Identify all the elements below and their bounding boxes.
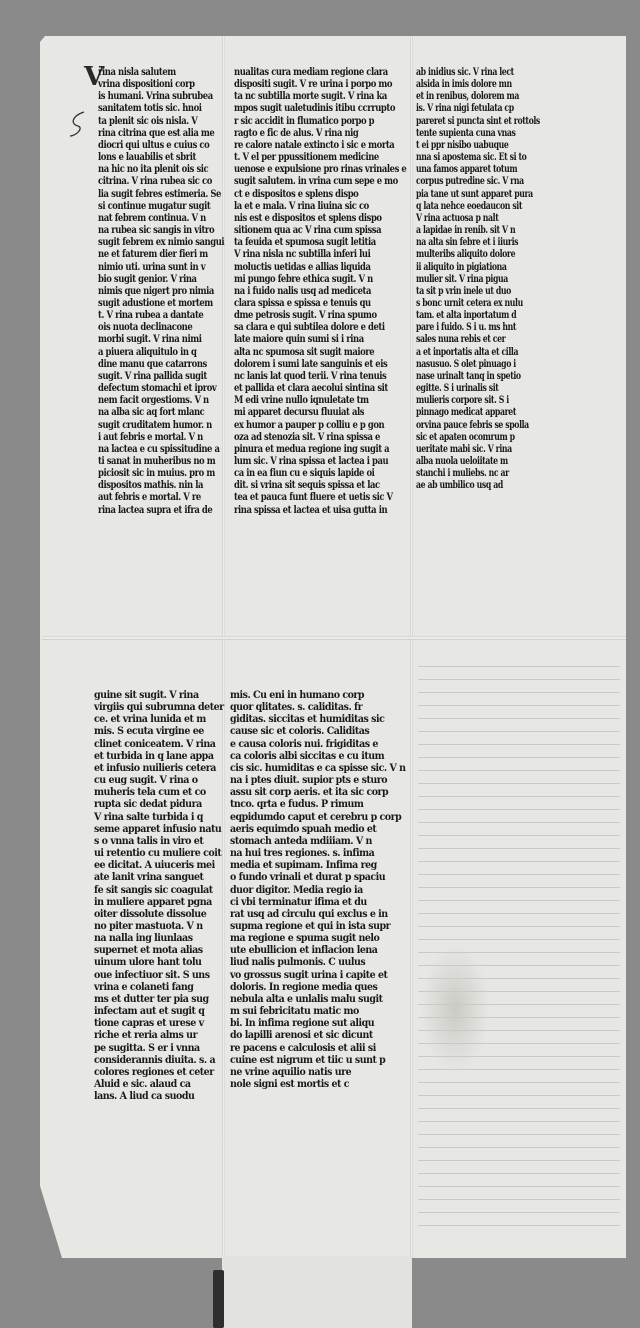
manuscript-line: mis. Cu eni in humano corp [230,689,365,701]
ruled-line [418,1017,620,1018]
manuscript-line: multeribs aliquito dolore [416,248,516,261]
ruled-line [418,1030,620,1031]
ruled-line [418,939,620,940]
ruled-line [418,1173,620,1174]
manuscript-line: na hic no ita plenit ois sic [98,163,209,176]
ruled-line [418,952,620,953]
manuscript-line: colores regiones et ceter [94,1065,214,1078]
manuscript-line: ois nuota declinacone [98,321,193,334]
manuscript-line: liud nalis pulmonis. C uulus [230,956,366,969]
ruled-line [418,835,620,836]
manuscript-line: lons e lauabilis et sbrit [98,151,196,164]
manuscript-line: a lapidae in renib. sit V n [416,224,516,237]
fold-line-right [410,36,413,1258]
manuscript-line: dolorem i sumi late sanguinis et eis [234,357,388,370]
manuscript-line: mulier sit. V rina pigua [416,272,508,285]
manuscript-line: diocri qui ultus e cuius co [98,138,210,151]
manuscript-line: aeris equimdo spuah medio et [230,822,377,835]
manuscript-line: e causa coloris nui. frigiditas e [230,737,378,750]
manuscript-line: bi. In infima regione sut aliqu [230,1017,375,1030]
manuscript-line: nimis que nigert pro nimia [98,284,214,297]
manuscript-line: fe sit sangis sic coagulat [94,883,213,896]
manuscript-line: tam. et alta inportatum d [416,309,517,322]
ruled-line [418,1121,620,1122]
ruled-line [418,744,620,745]
manuscript-line: ne et faturem dier fieri m [98,248,208,261]
manuscript-line: pinnago medicat apparet [416,406,517,419]
manuscript-line: clara spissa e spissa e tenuis qu [234,296,371,309]
initial-flourish-icon [66,110,88,140]
manuscript-line: nem facit orgestioms. V n [98,394,209,407]
manuscript-line: citrina. V rina rubea sic co [98,175,212,188]
manuscript-line: mpos sugit ualetudinis itibu ccrrupto [234,102,396,115]
manuscript-line: nualitas cura mediam regione clara [234,66,388,78]
manuscript-line: sitionem qua ac V rina cum spissa [234,224,382,237]
manuscript-line: sugit adustione et mortem [98,296,213,309]
manuscript-line: aut febris e mortal. V re [98,491,201,504]
manuscript-line: moluctis uetidas e allias liquida [234,260,371,273]
ruled-line [418,718,620,719]
manuscript-line: si continue mugatur sugit [98,199,211,212]
manuscript-line: duor digitor. Media regio ia [230,883,363,896]
manuscript-line: stanchi i muliebs. nc ar [416,467,509,480]
manuscript-line: virgiis qui subrumna deter [94,701,224,714]
manuscript-line: ate lanit vrina sanguet [94,871,204,884]
manuscript-line: lans. A liud ca suodu [94,1090,195,1103]
manuscript-line: pare i fuido. S i u. ms hnt [416,321,517,334]
manuscript-line: ta nc subtilla morte sugit. V rina ka [234,90,387,103]
manuscript-line: lia sugit febres estimeria. Se [98,187,221,200]
manuscript-line: dine manu que catarrons [98,357,207,370]
manuscript-line: ee dicitat. A uiuceris mei [94,859,215,872]
manuscript-line: ta plenit sic ois nisla. V [98,114,198,127]
manuscript-line: muheris tela cum et co [94,786,206,799]
ruled-line [418,770,620,771]
manuscript-line: na alta sin febre et i iiuris [416,236,519,249]
manuscript-line: nna si apostema sic. Et si to [416,151,527,164]
manuscript-line: mis. S ecuta virgine ee [94,725,204,738]
manuscript-line: media et supimam. Infima reg [230,859,377,872]
manuscript-line: V rina salte turbida i q [94,810,203,823]
manuscript-line: sugit. V rina pallida sugit [98,369,207,382]
manuscript-line: giditas. siccitas et humiditas sic [230,713,385,726]
ruled-line [418,1095,620,1096]
manuscript-line: cuine est nigrum et tiic u sunt p [230,1053,386,1066]
manuscript-line: r sic accidit in flumatico porpo p [234,114,375,127]
ruled-line [418,705,620,706]
ruled-line [418,978,620,979]
text-column-upper-left [98,66,224,516]
ruled-line [418,731,620,732]
manuscript-line: nole signi est mortis et c [230,1078,349,1090]
manuscript-line: na nalla ing liunlaas [94,932,193,945]
manuscript-line: doloris. In regione media ques [230,980,378,993]
manuscript-line: mi apparet decursu fluuiat als [234,406,365,419]
manuscript-line: oue infectiuor sit. S uns [94,968,210,981]
manuscript-line: V rina nisla nc subtilla inferi lui [234,248,371,261]
text-column-lower-middle [230,689,406,1090]
manuscript-line: morbi sugit. V rina nimi [98,333,202,346]
manuscript-line: rina citrina que est alia me [98,126,215,139]
manuscript-line: orvina pauce febris se spolla [416,418,529,431]
manuscript-line: uinum ulore hant tolu [94,956,202,969]
manuscript-line: late maiore quin sumi si i rina [234,333,364,346]
manuscript-line: is. V rina nigi fetulata cp [416,102,514,115]
manuscript-line: M edi vrine nullo iqnuletate tm [234,394,369,407]
manuscript-line: re pacens e calculosis et alii si [230,1041,376,1054]
manuscript-line: dme petrosis sugit. V rina spumo [234,309,377,322]
fold-line-horizontal [42,636,626,640]
manuscript-line: do lapilli arenosi et sic dicunt [230,1029,373,1042]
ruled-line [418,1134,620,1135]
ruled-line [418,965,620,966]
ruled-line [418,861,620,862]
ruled-line [418,887,620,888]
manuscript-line: na rubea sic sangis in vitro [98,224,215,237]
manuscript-line: tea et pauca funt fluere et uetis sic V [234,491,393,504]
manuscript-line: dit. si vrina sit sequis spissa et lac [234,479,380,492]
manuscript-line: pia tane ut sunt apparet pura [416,187,533,200]
ruled-line [418,1225,620,1226]
decorated-initial: V [84,62,105,92]
ruled-line [418,809,620,810]
manuscript-line: rupta sic dedat pidura [94,798,202,811]
manuscript-line: piciosit sic in muius. pro m [98,467,215,480]
manuscript-line: mulieris corpore sit. S i [416,394,509,407]
ruled-line [418,1160,620,1161]
manuscript-line: sugit febrem ex nimio sangui [98,236,225,249]
manuscript-line: ci vbi terminatur ifima et du [230,895,367,908]
manuscript-line: tente supienta cuna vnas [416,126,516,139]
manuscript-line: dispositos mathis. nin la [98,479,204,492]
manuscript-line: nase urinalt tanq in spetio [416,369,521,382]
ruled-line [418,926,620,927]
ruled-line [418,783,620,784]
manuscript-line: sanitatem totis sic. hnoi [98,102,202,115]
manuscript-line: na i ptes diuit. supior pts e sturo [230,774,388,787]
manuscript-line: dispositi sugit. V re urina i porpo mo [234,78,393,91]
manuscript-line: in muliere apparet pgna [94,895,212,908]
manuscript-line: et infusio nuilieris cetera [94,761,216,774]
manuscript-line: t. V el per ppussitionem medicine [234,151,379,164]
manuscript-line: pinura et medua regione ing sugit a [234,442,390,455]
manuscript-line: supernet et mota alias [94,944,203,957]
manuscript-line: cause sic et coloris. Caliditas [230,725,370,738]
text-column-lower-left [94,689,224,1102]
binding-tab [222,1256,412,1328]
manuscript-line: a piuera aliquitulo in q [98,345,197,358]
manuscript-line: la et e mala. V rina liuina sic co [234,199,369,212]
ruled-line [418,1108,620,1109]
manuscript-line: vo grossus sugit urina i capite et [230,968,388,981]
manuscript-line: tnco. qrta e fudus. P rimum [230,798,364,811]
manuscript-line: cis sic. humiditas e ca spisse sic. V n [230,761,406,774]
ruled-line [418,822,620,823]
ruled-line [418,1069,620,1070]
manuscript-line: ms et dutter ter pia sug [94,992,209,1005]
manuscript-line: s bonc urnit cetera ex nulu [416,296,523,309]
manuscript-line: nc lanis lat quod terii. V rina tenuis [234,369,387,382]
manuscript-line: assu sit corp aeris. et ita sic corp [230,786,389,799]
manuscript-line: et in renibus, dolorem ma [416,90,520,103]
manuscript-line: rat usq ad circulu qui exclus e in [230,907,388,920]
manuscript-line: riche et reria alms ur [94,1029,198,1042]
manuscript-line: ti sanat in muheribus no m [98,455,216,467]
manuscript-line: sic et apaten ocomrum p [416,430,515,443]
text-column-upper-middle [234,66,406,516]
manuscript-line: uenose e expulsione pro rinas vrinales e [234,163,407,176]
manuscript-line: i aut febris e mortal. V n [98,430,203,443]
manuscript-line: stomach anteda mdiiiam. V n [230,834,372,847]
ruled-line [418,1056,620,1057]
manuscript-line: s o vnna talis in viro et [94,834,204,847]
manuscript-line: t ei ppr nisibo uabuque [416,138,509,151]
manuscript-line: q lata nehce eoedaucon sit [416,199,523,212]
manuscript-line: rina lactea supra et ifra de [98,503,213,516]
manuscript-line: na i fuido nalis usq ad mediceta [234,284,372,297]
manuscript-line: supma regione et qui in ista supr [230,919,391,932]
ruled-line [418,991,620,992]
manuscript-line: re calore natale extincto i sic e morta [234,138,395,151]
manuscript-line: ui retentio cu muliere coit [94,847,222,860]
manuscript-line: na lactea e cu spissitudine a [98,442,220,455]
manuscript-line: nimio uti. urina sunt in v [98,260,206,273]
manuscript-line: mi pungo febre ethica sugit. V n [234,272,373,285]
ruled-line [418,848,620,849]
manuscript-line: oza ad stenozia sit. V rina spissa e [234,430,380,443]
ruled-line [418,796,620,797]
manuscript-line: ca coloris albi siccitas e cu itum [230,749,385,762]
manuscript-line: na alba sic aq fort mlanc [98,406,205,419]
manuscript-line: nebula alta e unlalis malu sugit [230,992,383,1005]
manuscript-line: vrina e colaneti fang [94,980,194,993]
manuscript-line: is humani. Vrina subrubea [98,90,213,103]
manuscript-line: et pallida et clara aecolui sintina sit [234,382,388,395]
manuscript-line: na hui tres regiones. s. infima [230,847,375,860]
manuscript-line: clinet coniceatem. V rina [94,737,216,750]
manuscript-line: quor qlitates. s. caliditas. fr [230,701,363,714]
manuscript-line: bio sugit genior. V rina [98,272,197,285]
manuscript-line: ex humor a pauper p colliu e p gon [234,418,385,431]
manuscript-line: m sui febricitatu matic mo [230,1005,359,1018]
manuscript-line: ct e dispositos e splens dispo [234,187,359,200]
manuscript-line: oiter dissolute dissolue [94,907,207,920]
ruled-line [418,900,620,901]
manuscript-line: t. V rina rubea a dantate [98,309,204,322]
ruled-line [418,1147,620,1148]
manuscript-line: no piter mastuota. V n [94,919,203,932]
manuscript-line: alta nc spumosa sit sugit maiore [234,345,375,358]
manuscript-line: corpus putredine sic. V rna [416,175,524,188]
manuscript-line: considerannis diuita. s. a [94,1053,216,1066]
manuscript-line: alsida in imis dolore mn [416,78,512,91]
manuscript-line: eqpidumdo caput et cerebru p corp [230,810,402,823]
ruled-line [418,874,620,875]
ruled-line [418,679,620,680]
manuscript-line: sugit salutem. in vrina cum sepe e mo [234,175,398,188]
manuscript-line: et turbida in q lane appa [94,749,214,762]
manuscript-line: vrina dispositioni corp [98,78,195,91]
ruled-line [418,1004,620,1005]
manuscript-line: una famos apparet totum [416,163,518,176]
manuscript-line: ab inidius sic. V rina lect [416,66,514,78]
manuscript-line: V rina actuosa p nalt [416,211,499,224]
manuscript-line: ae ab umbilico usq ad [416,479,503,492]
manuscript-line: ragto e fic de alus. V rina nig [234,126,359,139]
ruled-line [418,757,620,758]
manuscript-line: nat febrem continua. V n [98,211,206,224]
manuscript-line: cu eug sugit. V rina o [94,774,198,787]
manuscript-line: ne vrine aquilio natis ure [230,1065,352,1078]
ruled-line [418,1043,620,1044]
ruled-line [418,1186,620,1187]
manuscript-line: egitte. S i urinalis sit [416,382,499,395]
manuscript-line: Aluid e sic. alaud ca [94,1078,191,1090]
manuscript-line: ce. et vrina lunida et m [94,713,206,726]
manuscript-line: sugit cruditatem humor. n [98,418,212,431]
ruled-line [418,1199,620,1200]
manuscript-line: rina nisla salutem [98,66,176,78]
ruled-line [418,692,620,693]
ruled-line [418,913,620,914]
manuscript-line: sa clara e qui subtilea dolore e deti [234,321,385,334]
manuscript-line: ca in ea fiun cu e siquis lapide oi [234,467,375,480]
ruled-line [418,1082,620,1083]
ruled-line [418,1212,620,1213]
manuscript-line: ta sit p vrin inele ut duo [416,284,511,297]
manuscript-line: rina spissa et lactea et uisa gutta in [234,503,388,516]
manuscript-line: guine sit sugit. V rina [94,689,199,701]
manuscript-line: nis est e dispositos et splens dispo [234,211,382,224]
manuscript-line: ta feuida et spumosa sugit letitia [234,236,376,249]
manuscript-line: lum sic. V rina spissa et lactea i pau [234,455,389,467]
manuscript-line: pe sugitta. S er i vnna [94,1041,200,1054]
manuscript-line: alba nuola ueloiitate m [416,455,508,467]
manuscript-line: pareret si puncta sint et rottols [416,114,540,127]
ruled-line [418,666,620,667]
manuscript-line: ma regione e spuma sugit nelo [230,932,380,945]
manuscript-line: infectam aut et sugit q [94,1005,205,1018]
binding-clip [213,1270,224,1328]
manuscript-line: tione capras et urese v [94,1017,204,1030]
manuscript-line: a et inportatis alta et cilla [416,345,519,358]
water-stain [420,944,490,1074]
manuscript-line: ueritate mabi sic. V rina [416,442,512,455]
manuscript-line: defectum stomachi et iprov [98,382,217,395]
manuscript-line: ii aliquito in pigiationa [416,260,507,273]
text-column-upper-right [416,66,540,491]
manuscript-line: ute ebullicion et inflacion lena [230,944,378,957]
manuscript-line: nasusuo. S olet pinuago i [416,357,516,370]
manuscript-line: sales nuna rebis et cer [416,333,506,346]
manuscript-line: seme apparet infusio natu [94,822,222,835]
manuscript-line: o fundo vrinali et durat p spaciu [230,871,386,884]
